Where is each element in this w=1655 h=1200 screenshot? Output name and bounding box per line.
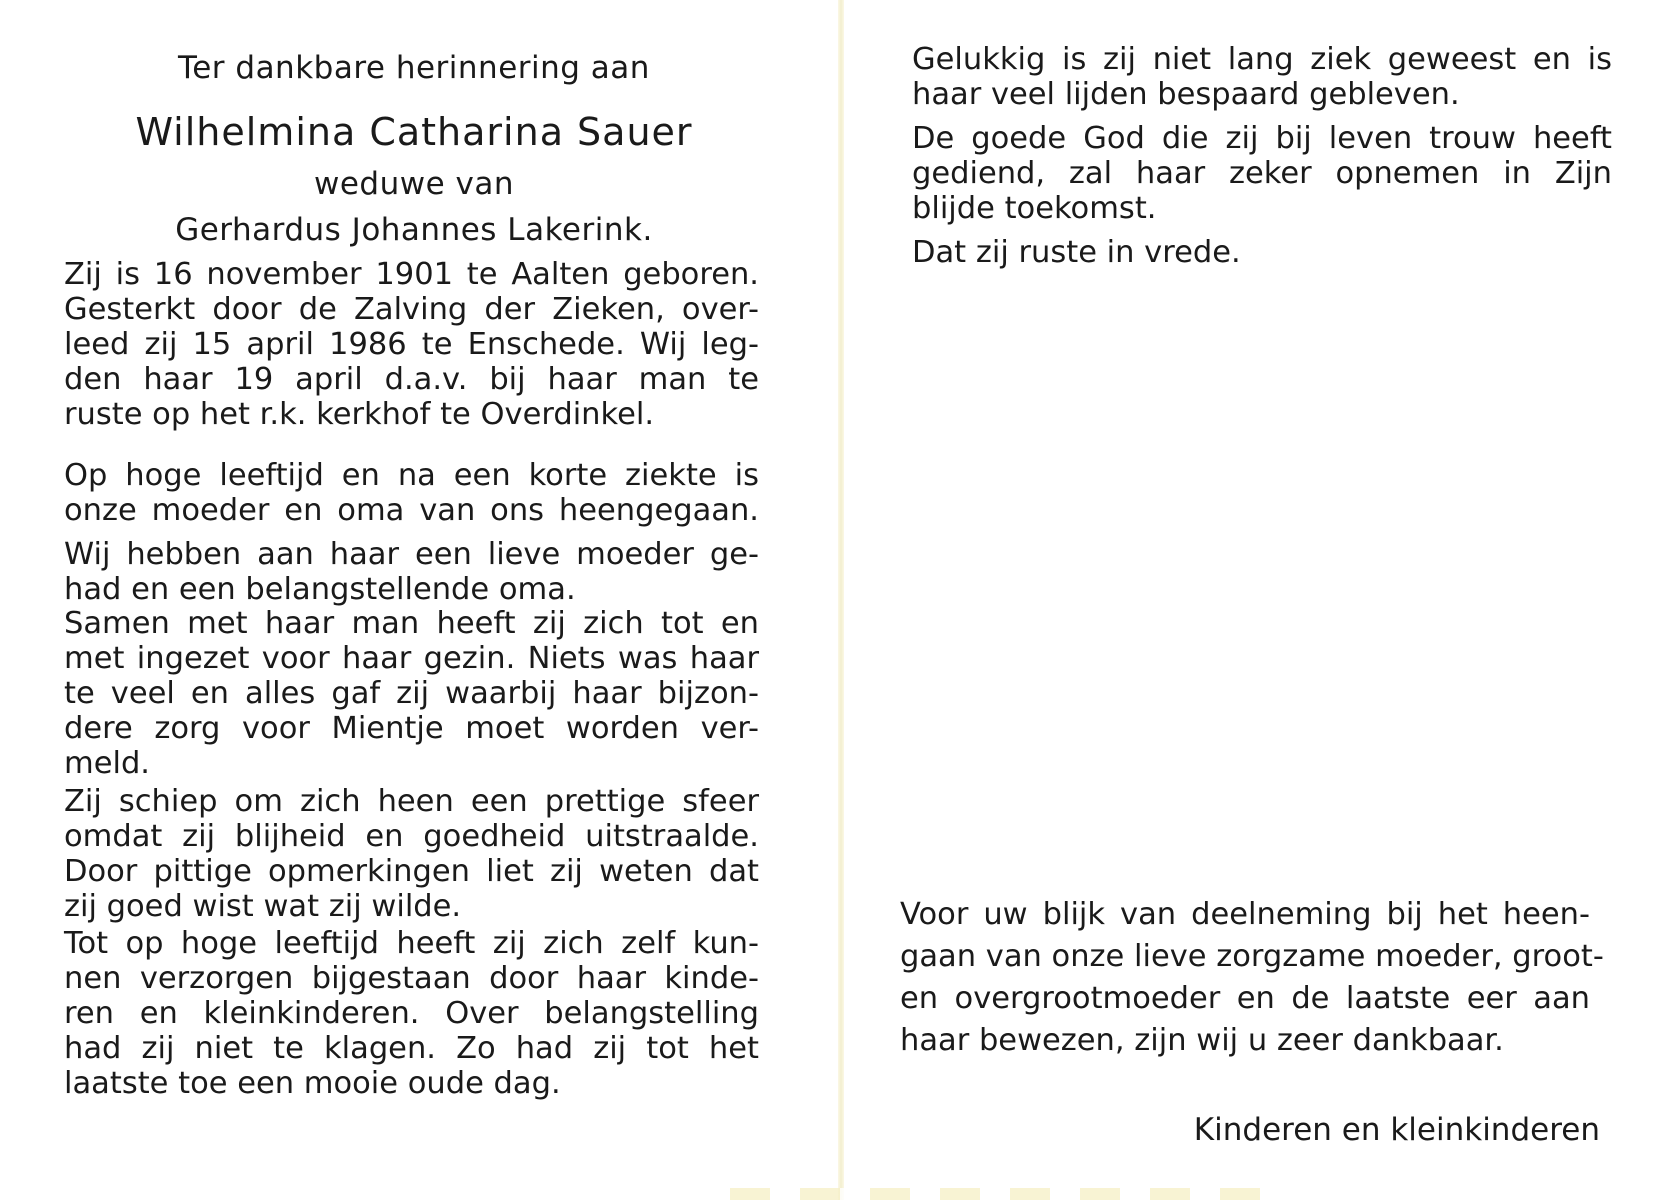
faith-paragraph [912,42,1612,112]
text-line: haar bewezen, zijn wij u zeer dankbaar. [900,1023,1504,1058]
deceased-name: Wilhelmina Catharina Sauer [135,110,693,154]
text-line: haar veel lijden bespaard gebleven. [912,77,1460,112]
card-fold [838,0,844,1200]
biography-paragraph [64,257,759,432]
widow-of-label: weduwe van [313,166,515,202]
text-line: ruste op het r.k. kerkhof te Overdinkel. [64,397,655,432]
text-line: Gesterkt door de Zalving der Zieken, over- [64,292,759,327]
text-line: met ingezet voor haar gezin. Niets was haar [64,641,759,676]
text-line: Gelukkig is zij niet lang ziek geweest en is [912,42,1612,77]
remembrance-paragraph [64,458,759,528]
text-line: en overgrootmoeder en de laatste eer aan [900,981,1590,1016]
text-line: Wij hebben aan haar een lieve moeder ge- [64,537,759,572]
text-line: had en een belangstellende oma. [64,572,576,607]
text-line: gaan van onze lieve zorgzame moeder, groot- [900,939,1604,974]
text-line: blijde toekomst. [912,191,1157,226]
text-line: Samen met haar man heeft zij zich tot en [64,606,759,641]
husband-name: Gerhardus Johannes Lakerink. [175,212,653,248]
text-line: Door pittige opmerkingen liet zij weten dat [64,854,759,889]
text-line: omdat zij blijheid en goedheid uitstraalde. [64,819,759,854]
text-line: laatste toe een mooie oude dag. [64,1066,561,1101]
remembrance-paragraph [64,784,759,924]
text-line: te veel en alles gaf zij waarbij haar bijzon- [64,676,759,711]
remembrance-paragraph [64,537,759,607]
text-line: nen verzorgen bijgestaan door haar kinde- [64,961,759,996]
signature: Kinderen en kleinkinderen [1193,1112,1600,1148]
text-line: zij goed wist wat zij wilde. [64,889,462,924]
text-line: leed zij 15 april 1986 te Enschede. Wij leg- [64,327,759,362]
text-line: meld. [64,746,151,781]
text-line: gediend, zal haar zeker opnemen in Zijn [912,156,1612,191]
text-line: De goede God die zij bij leven trouw heeft [912,121,1612,156]
text-line: Voor uw blijk van deelneming bij het heen- [900,897,1590,932]
memorial-heading: Ter dankbare herinnering aan [178,50,650,86]
text-line: onze moeder en oma van ons heengegaan. [64,493,759,528]
card-bottom-edge [730,1188,1290,1200]
text-line: Zij is 16 november 1901 te Aalten geboren. [64,257,759,292]
text-line: had zij niet te klagen. Zo had zij tot het [64,1031,759,1066]
text-line: Tot op hoge leeftijd heeft zij zich zelf kun- [64,926,759,961]
remembrance-paragraph [64,926,759,1101]
text-line: ren en kleinkinderen. Over belangstelling [64,996,759,1031]
remembrance-paragraph [64,606,759,781]
rest-in-peace-line [912,235,1612,270]
text-line: Dat zij ruste in vrede. [912,235,1241,270]
thanks-paragraph [900,894,1604,1062]
text-line: Op hoge leeftijd en na een korte ziekte is [64,458,759,493]
text-line: den haar 19 april d.a.v. bij haar man te [64,362,759,397]
text-line: Zij schiep om zich heen een prettige sfeer [64,784,759,819]
text-line: dere zorg voor Mientje moet worden ver- [64,711,759,746]
faith-paragraph [912,121,1612,226]
